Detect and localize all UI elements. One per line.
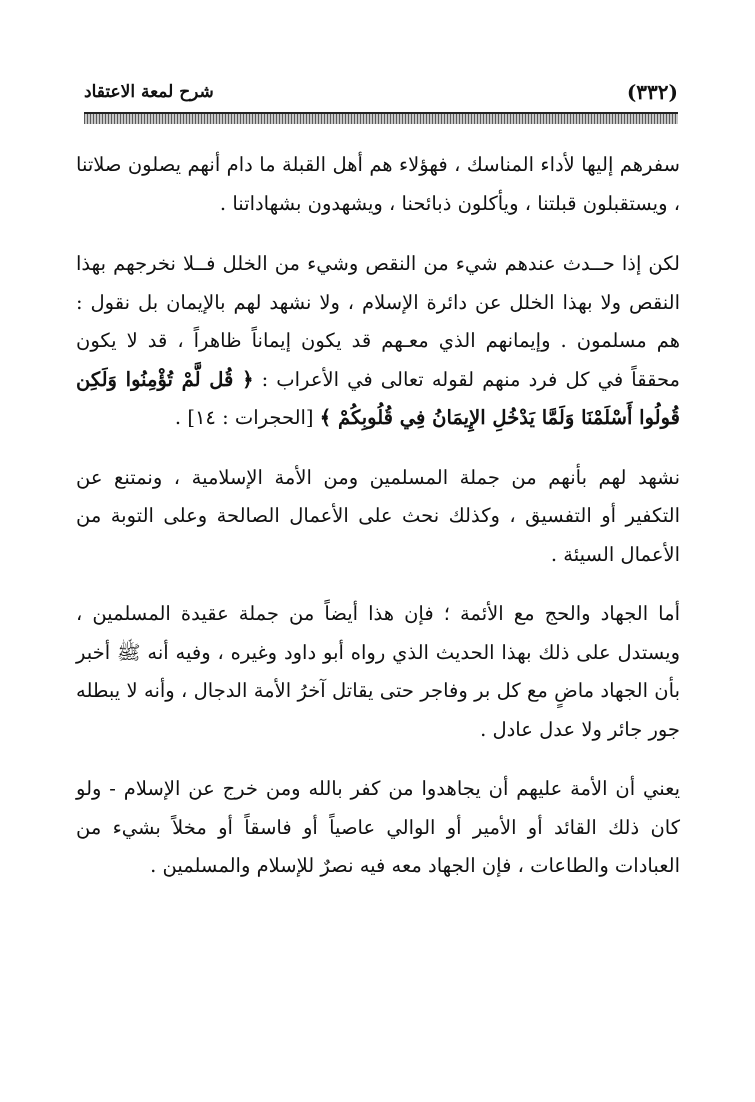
- header-divider: [84, 112, 678, 124]
- book-title: شرح لمعة الاعتقاد: [84, 82, 214, 102]
- paragraph: أما الجهاد والحج مع الأئمة ؛ فإن هذا أيضاً من جملة عقيدة المسلمين ، ويستدل على ذلك بهذا الحديث الذي رواه أبو داود وغيره ، وفيه أنه ﷺ أخبر بأن الجهاد ماضٍ مع كل بر وفاجر حتى يقاتل آخرُ الأمة الدجال ، وأنه لا يبطله جور جائر ولا عدل عادل .: [76, 602, 680, 741]
- paragraph: نشهد لهم بأنهم من جملة المسلمين ومن الأمة الإسلامية ، ونمتنع عن التكفير أو التفسيق ، وكذلك نحث على الأعمال الصالحة وعلى التوبة من الأعمال السيئة .: [76, 465, 680, 566]
- paragraph: يعني أن الأمة عليهم أن يجاهدوا من كفر بالله ومن خرج عن الإسلام - ولو كان ذلك القائد أو الأمير أو الوالي عاصياً أو فاسقاً أو مخلاً بشيء من العبادات والطاعات ، فإن الجهاد معه فيه نصرٌ للإسلام والمسلمين .: [76, 777, 680, 877]
- page-number: (٣٣٢): [626, 80, 678, 104]
- paragraph: سفرهم إليها لأداء المناسك ، فهؤلاء هم أهل القبلة ما دام أنهم يصلون صلاتنا ، ويستقبلون قبلتنا ، ويأكلون ذبائحنا ، ويشهدون بشهاداتنا .: [76, 153, 680, 215]
- page-body: [76, 146, 680, 907]
- verse-reference: [الحجرات : ١٤] .: [174, 406, 314, 429]
- quran-verse: ﴿ قُل لَّمْ تُؤْمِنُوا وَلَكِن قُولُوا أَسْلَمْنَا وَلَمَّا يَدْخُلِ الإِيمَانُ فِي قُلُوبِكُمْ ﴾: [76, 367, 680, 429]
- page-header: [84, 78, 678, 106]
- paragraph-with-verse: [76, 245, 680, 438]
- paragraph-text: لكن إذا حــدث عندهم شيء من النقص وشيء من الخلل فــلا نخرجهم بهذا النقص ولا بهذا الخلل عن دائرة الإسلام ، ولا نشهد لهم بالإيمان بل نقول : هم مسلمون . وإيمانهم الذي معـهم قد يكون إيماناً ظاهراً ، قد لا يكون محققاً في كل فرد منهم لقوله تعالى في الأعراب :: [76, 252, 680, 391]
